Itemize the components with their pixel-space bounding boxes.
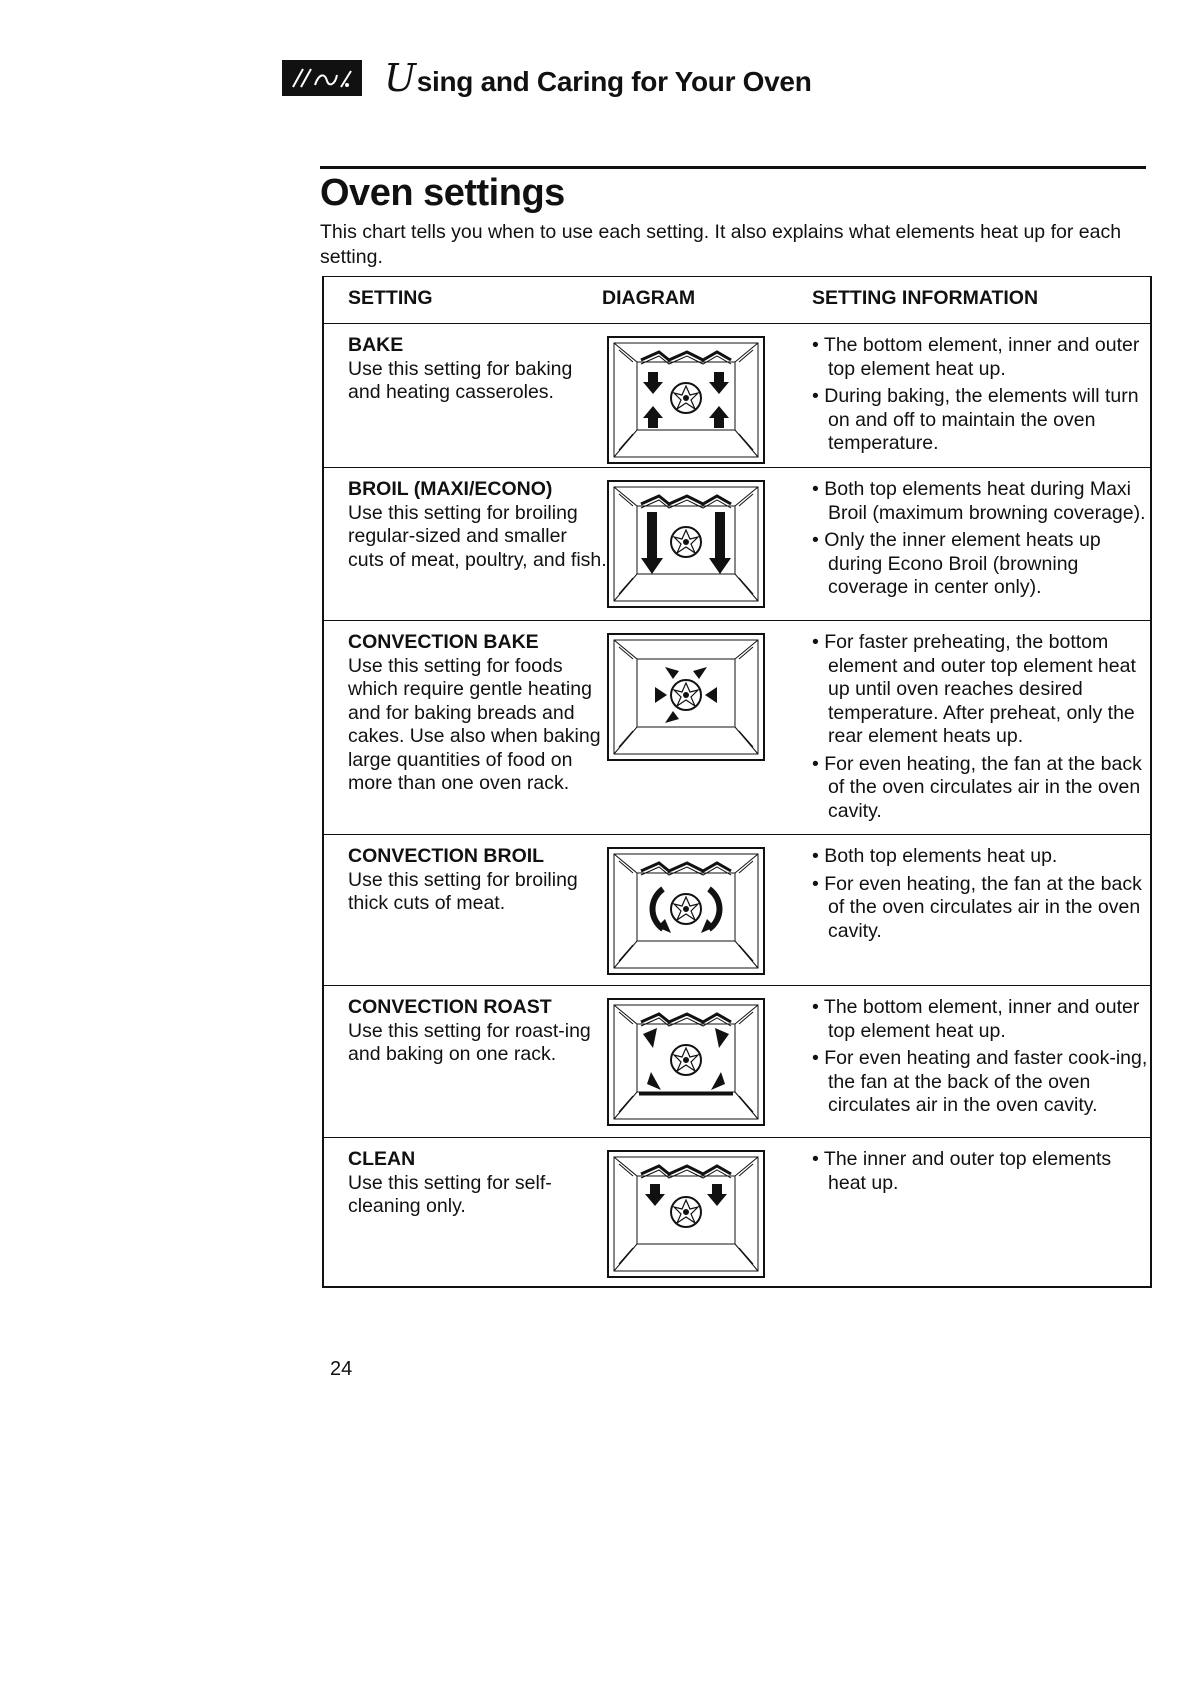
oven-diagram-bake <box>607 336 765 464</box>
info-bullet: • During baking, the elements will turn on and off to maintain the oven temperature. <box>812 385 1152 456</box>
table-row-convection-roast <box>324 985 1150 1137</box>
page-number: 24 <box>330 1358 353 1380</box>
oven-diagram-convection-roast <box>607 998 765 1126</box>
section-intro: This chart tells you when to use each setting. It also explains what elements heat up for each setting. <box>320 221 1122 268</box>
setting-description: Use this setting for broiling thick cuts of meat. <box>348 868 578 914</box>
setting-cell <box>348 1148 608 1219</box>
setting-description: Use this setting for broiling regular-sized and smaller cuts of meat, poultry, and fish. <box>348 501 607 571</box>
oven-diagram-clean <box>607 1150 765 1278</box>
info-bullet: • The bottom element, inner and outer top element heat up. <box>812 996 1152 1043</box>
setting-information-cell <box>812 478 1152 604</box>
setting-name: CONVECTION BROIL <box>348 845 545 867</box>
table-header <box>324 277 1150 323</box>
oven-diagram-icon <box>607 998 765 1126</box>
setting-information-cell <box>812 1148 1152 1199</box>
oven-settings-table <box>322 276 1152 1288</box>
setting-information-cell <box>812 845 1152 947</box>
setting-name: CLEAN <box>348 1148 416 1170</box>
oven-diagram-icon <box>607 633 765 761</box>
chapter-header <box>282 58 812 98</box>
setting-name: BROIL (MAXI/ECONO) <box>348 478 553 500</box>
oven-diagram-convection-bake <box>607 633 765 761</box>
info-bullet: • Both top elements heat during Maxi Broil (maximum browning coverage). <box>812 478 1152 525</box>
setting-name: CONVECTION BAKE <box>348 631 539 653</box>
info-bullet: • The inner and outer top elements heat up. <box>812 1148 1152 1195</box>
table-row-broil <box>324 467 1150 620</box>
info-bullet: • For faster preheating, the bottom element and outer top element heat up until oven reaches desired temperature. After preheat, only the rear element heats up. <box>812 631 1152 749</box>
info-bullet: • The bottom element, inner and outer top element heat up. <box>812 334 1152 381</box>
table-row-clean <box>324 1137 1150 1289</box>
setting-description: Use this setting for roast-ing and baking on one rack. <box>348 1019 591 1065</box>
setting-cell <box>348 631 608 796</box>
table-row-bake <box>324 323 1150 467</box>
header-setting: SETTING <box>348 287 433 309</box>
chapter-title-rest: sing and Caring for Your Oven <box>416 66 812 97</box>
header-diagram: DIAGRAM <box>602 287 696 309</box>
setting-information-cell <box>812 631 1152 827</box>
info-bullet: • For even heating, the fan at the back of the oven circulates air in the oven cavity. <box>812 873 1152 944</box>
oven-diagram-icon <box>607 480 765 608</box>
setting-cell <box>348 845 608 916</box>
oven-diagram-convection-broil <box>607 847 765 975</box>
table-row-convection-broil <box>324 834 1150 985</box>
oven-diagram-icon <box>607 847 765 975</box>
setting-cell <box>348 334 608 405</box>
info-bullet: • For even heating and faster cook-ing, the fan at the back of the oven circulates air in the oven cavity. <box>812 1047 1152 1118</box>
setting-description: Use this setting for self-cleaning only. <box>348 1171 552 1217</box>
setting-cell <box>348 996 608 1067</box>
chapter-title <box>384 56 812 100</box>
setting-cell <box>348 478 608 572</box>
setting-description: Use this setting for foods which require gentle heating and for baking breads and cakes. Use also when baking large quantities of food on more than one oven rack. <box>348 654 601 794</box>
info-bullet: • For even heating, the fan at the back of the oven circulates air in the oven cavity. <box>812 753 1152 824</box>
section-title: Oven settings <box>320 172 565 214</box>
oven-diagram-icon <box>607 1150 765 1278</box>
section-rule <box>320 166 1146 169</box>
chapter-logo <box>282 60 362 96</box>
info-bullet: • Only the inner element heats up during Econo Broil (browning coverage in center only). <box>812 529 1152 600</box>
setting-information-cell <box>812 334 1152 460</box>
chapter-title-initial: U <box>384 56 416 100</box>
header-setting-information: SETTING INFORMATION <box>812 287 1039 309</box>
oven-diagram-icon <box>607 336 765 464</box>
setting-name: BAKE <box>348 334 404 356</box>
setting-description: Use this setting for baking and heating casseroles. <box>348 357 573 403</box>
table-row-convection-bake <box>324 620 1150 834</box>
setting-name: CONVECTION ROAST <box>348 996 552 1018</box>
oven-diagram-broil <box>607 480 765 608</box>
setting-information-cell <box>812 996 1152 1122</box>
info-bullet: • Both top elements heat up. <box>812 845 1152 869</box>
